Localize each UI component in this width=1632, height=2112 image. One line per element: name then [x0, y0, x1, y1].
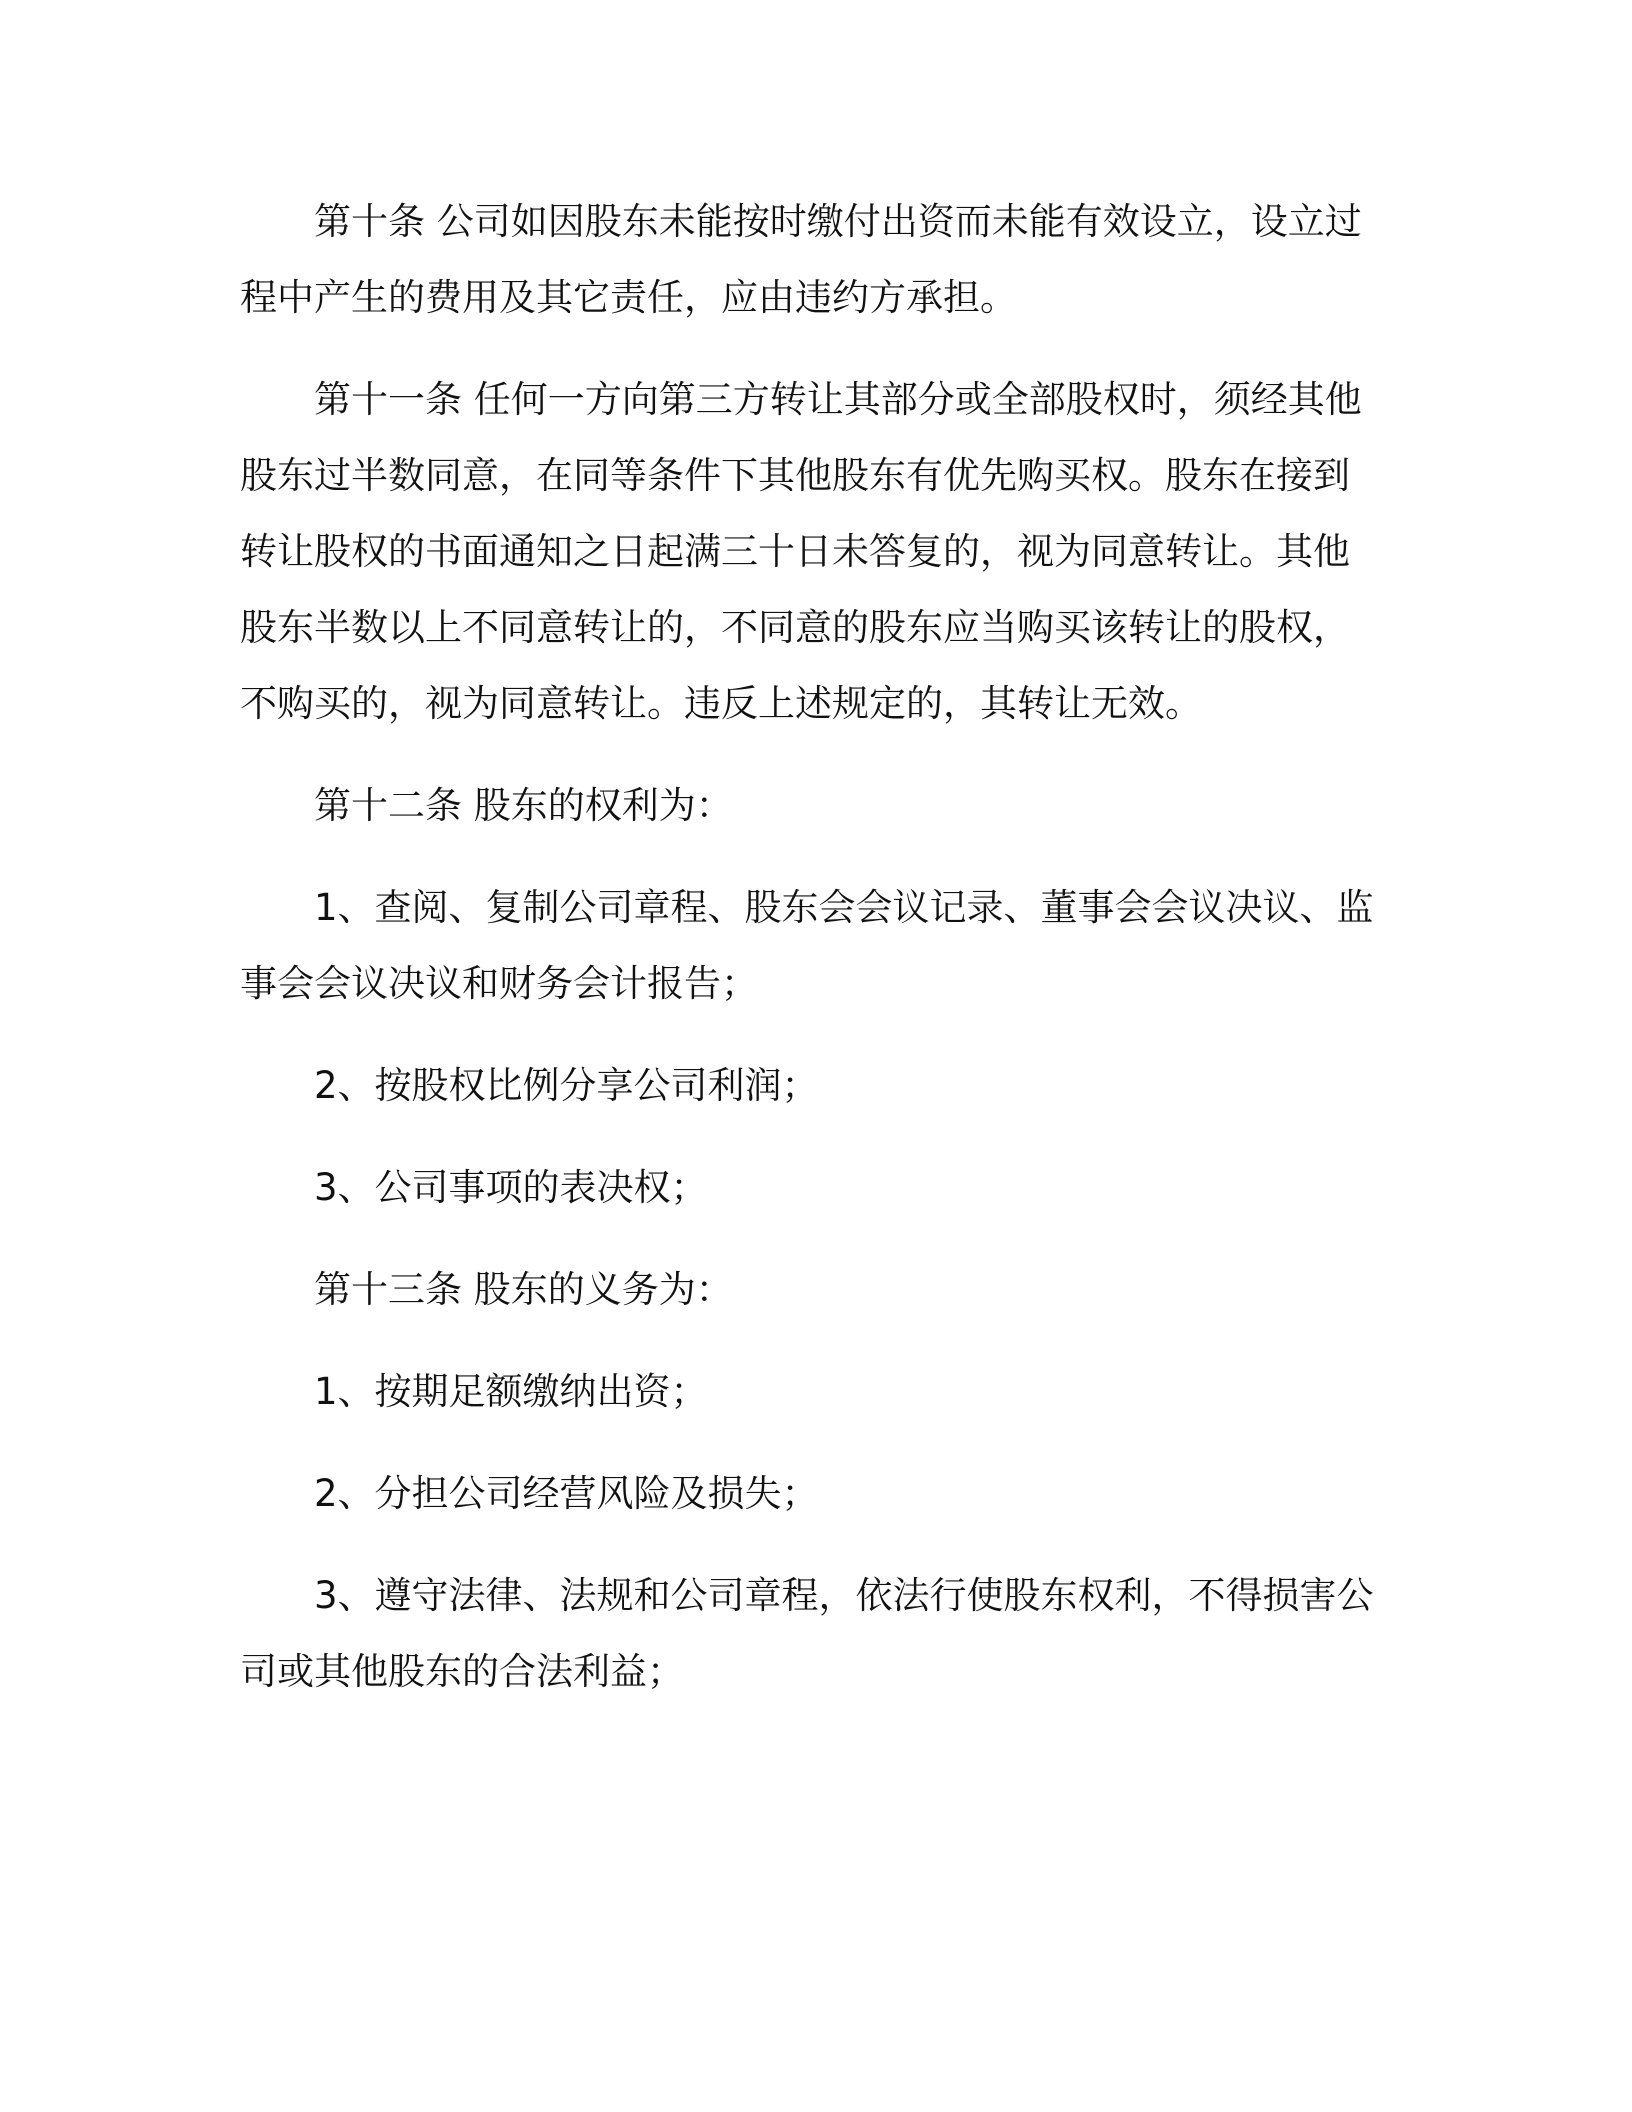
article-12-item-2: 2、按股权比例分享公司利润；: [314, 1064, 819, 1107]
document-body: [240, 184, 1380, 1736]
article-13-heading: 第十三条 股东的义务为：: [314, 1268, 733, 1311]
article-12-item-1: 1、查阅、复制公司章程、股东会会议记录、董事会会议决议、监事会会议决议和财务会计报告；: [240, 886, 1374, 1005]
article-10-paragraph: 第十条 公司如因股东未能按时缴付出资而未能有效设立，设立过程中产生的费用及其它责任，应由违约方承担。: [240, 200, 1362, 319]
article-11-paragraph: 第十一条 任何一方向第三方转让其部分或全部股权时，须经其他股东过半数同意，在同等条件下其他股东有优先购买权。股东在接到转让股权的书面通知之日起满三十日未答复的，视为同意转让。其他股东半数以上不同意转让的，不同意的股东应当购买该转让的股权，不购买的，视为同意转让。违反上述规定的，其转让无效。: [240, 378, 1362, 725]
article-13-item-3: 3、遵守法律、法规和公司章程，依法行使股东权利，不得损害公司或其他股东的合法利益；: [240, 1574, 1374, 1693]
article-13-item-1: 1、按期足额缴纳出资；: [314, 1370, 708, 1413]
article-13-item-2: 2、分担公司经营风险及损失；: [314, 1472, 819, 1515]
article-12-heading: 第十二条 股东的权利为：: [314, 784, 733, 827]
article-12-item-3: 3、公司事项的表决权；: [314, 1166, 708, 1209]
